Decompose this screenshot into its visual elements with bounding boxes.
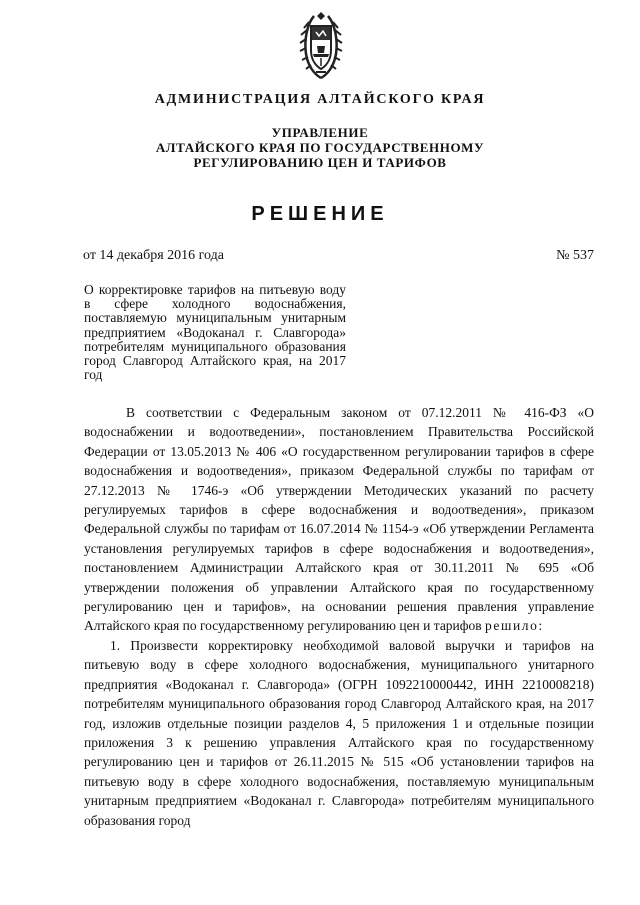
- preamble-text: В соответствии с Федеральным законом от 07.12.2011 № 416-ФЗ «О водоснабжении и водоотведении», постановлением Правительства Российской Федерации от 13.05.2013 № 406 «О государственном регулировании тарифов в сфере водоснабжения и водоотведения», приказом Федеральной службы по тарифам от 27.12.2013 № 1746-э «Об утверждении Методических указаний по расчету регулируемых тарифов в сфере водоснабжения и водоотведения», приказом Федеральной службы по тарифам от 16.07.2014 № 1154-э «Об утверждении Регламента установления регулируемых тарифов в сфере водоснабжения и водоотведения», постановлением Администрации Алтайского края от 30.11.2011 № 695 «Об утверждении положения об управлении Алтайского края по государственному регулированию цен и тарифов», на основании решения правления управление Алтайского края по государственному регулированию цен и тарифов: [84, 405, 594, 634]
- department-title-line-3: РЕГУЛИРОВАНИЮ ЦЕН И ТАРИФОВ: [193, 155, 447, 170]
- resolved-text: решило:: [485, 618, 544, 634]
- item-1-paragraph: 1. Произвести корректировку необходимой валовой выручки и тарифов на питьевую воду в сфере холодного водоснабжения, муниципального унитарного предприятия «Водоканал г. Славгорода» (ОГРН 1092210000442, ИНН 2210008218) потребителям муниципального образования город Славгород Алтайского края, на 2017 год, изложив отдельные позиции разделов 4, 5 приложения 1 и отдельные позиции приложения 3 к решению управления Алтайского края по государственному регулированию цен и тарифов от 26.11.2015 № 515 «Об установлении тарифов на питьевую воду в сфере холодного водоснабжения, поставляемую муниципальным унитарным предприятием «Водоканал г. Славгорода» потребителям муниципального образования город: [84, 637, 594, 828]
- department-title-line-2: АЛТАЙСКОГО КРАЯ ПО ГОСУДАРСТВЕННОМУ: [155, 140, 485, 155]
- document-body: [84, 403, 594, 830]
- document-number: № 537: [556, 248, 594, 263]
- department-title-line-1: УПРАВЛЕНИЕ: [271, 125, 369, 140]
- altai-krai-coat-of-arms-icon: [292, 10, 350, 82]
- document-date: от 14 декабря 2016 года: [83, 248, 224, 263]
- document-type-heading: РЕШЕНИЕ: [251, 203, 389, 225]
- administration-title: АДМИНИСТРАЦИЯ АЛТАЙСКОГО КРАЯ: [154, 92, 486, 107]
- document-subject: О корректировке тарифов на питьевую воду в сфере холодного водоснабжения, поставляемую муниципальным унитарным предприятием «Водоканал г. Славгорода» потребителям муниципального образования город Славгород Алтайского края, на 2017 год: [84, 282, 346, 383]
- preamble-paragraph: [84, 403, 594, 636]
